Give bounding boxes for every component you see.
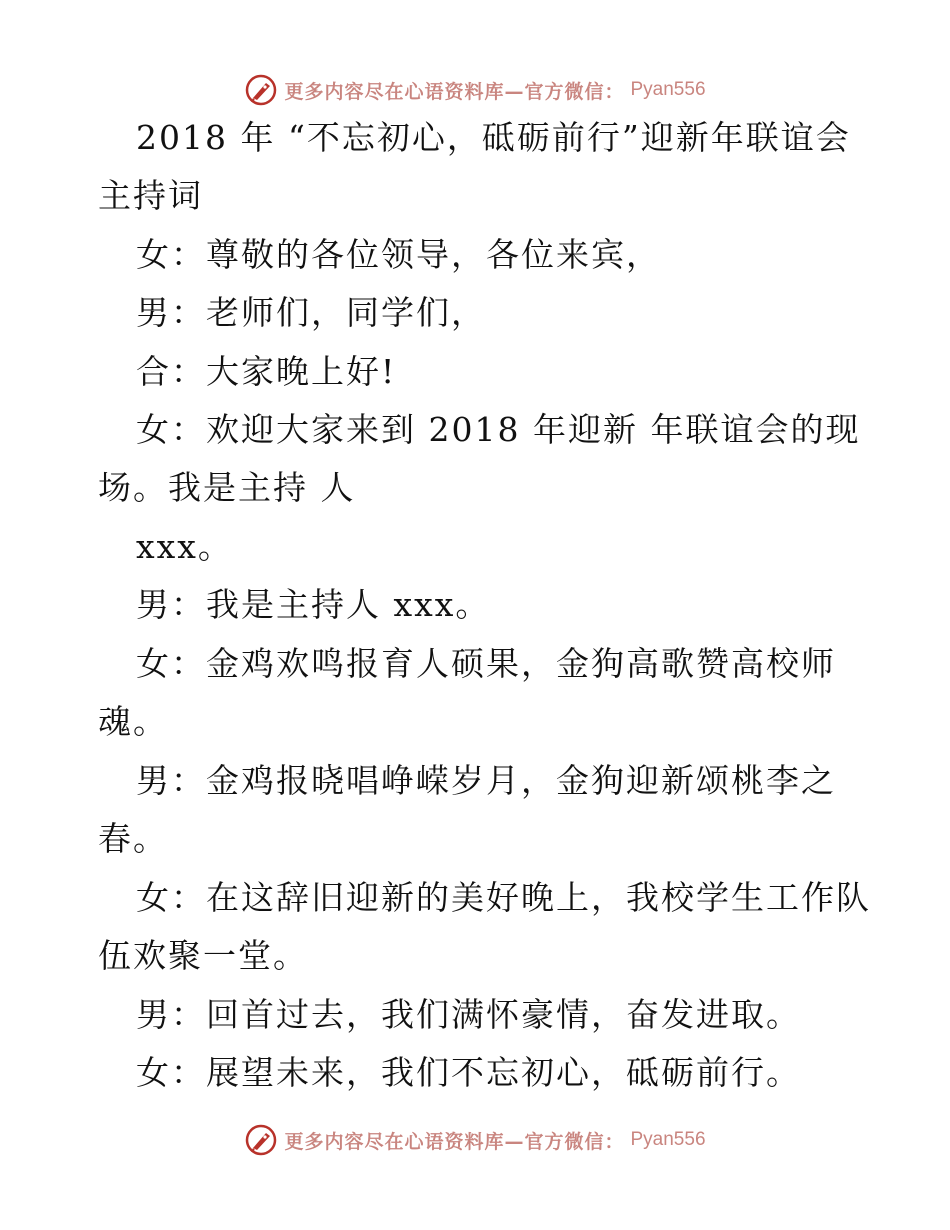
paragraph-line: xxx。 [136, 527, 233, 566]
paragraph-line: 女：展望未来，我们不忘初心，砥砺前行。 [136, 1053, 801, 1092]
title-line-2: 主持词 [98, 176, 203, 215]
paragraph-line: 男：金鸡报晓唱峥嵘岁月，金狗迎新颂桃李之 [136, 761, 836, 800]
paragraph-line: 男：老师们，同学们， [136, 293, 486, 332]
paragraph-line: 男：我是主持人 xxx。 [136, 585, 491, 624]
watermark-banner-bottom [0, 1120, 950, 1160]
watermark-banner-top [0, 70, 950, 110]
paragraph-line: 场。我是主持 人 [98, 468, 356, 507]
watermark-handle: Pyan556 [630, 79, 706, 100]
paragraph-line: 春。 [98, 819, 168, 858]
watermark-handle: Pyan556 [630, 1129, 706, 1150]
watermark-text: 更多内容尽在心语资料库—官方微信： [284, 1130, 625, 1153]
paragraph-line: 伍欢聚一堂。 [98, 936, 308, 975]
paragraph-line: 魂。 [98, 702, 168, 741]
title-line-1: 2018 年 “不忘初心，砥砺前行”迎新年联谊会 [136, 118, 851, 157]
paragraph-line: 女：尊敬的各位领导，各位来宾， [136, 235, 661, 274]
pen-nib-logo-icon [244, 1123, 278, 1157]
paragraph-line: 女：金鸡欢鸣报育人硕果，金狗高歌赞高校师 [136, 644, 836, 683]
paragraph-line: 合：大家晚上好! [136, 352, 397, 391]
paragraph-line: 女：在这辞旧迎新的美好晚上，我校学生工作队 [136, 878, 871, 917]
paragraph-line: 男：回首过去，我们满怀豪情，奋发进取。 [136, 995, 801, 1034]
paragraph-line: 女：欢迎大家来到 2018 年迎新 年联谊会的现 [136, 410, 861, 449]
pen-nib-logo-icon [244, 73, 278, 107]
watermark-text: 更多内容尽在心语资料库—官方微信： [284, 80, 625, 103]
